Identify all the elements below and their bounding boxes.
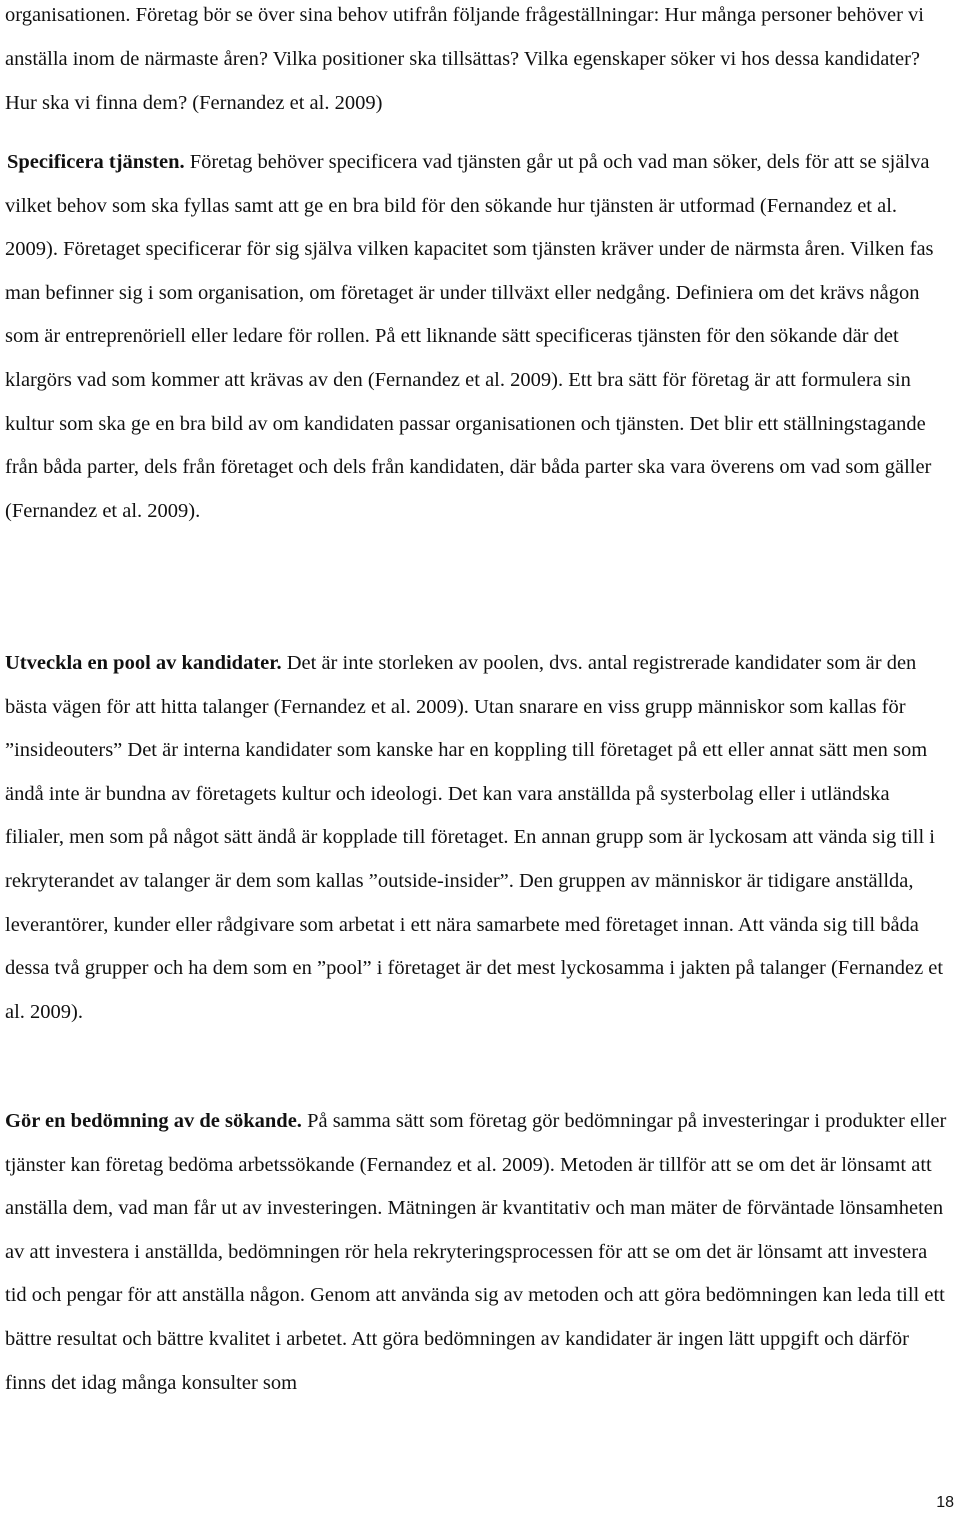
section-heading: Specificera tjänsten. (7, 151, 185, 173)
section-specificera-tjansten (5, 141, 953, 533)
section-gor-bedomning (5, 1100, 953, 1405)
section-heading: Gör en bedömning av de sökande. (5, 1110, 302, 1132)
section-body: Det är inte storleken av poolen, dvs. antal registrerade kandidater som är den bästa vägen för att hitta talanger (Fernandez et al. 2009). Utan snarare en viss grupp människor som kallas för ”insideouters” Det är interna kandidater som kanske har en koppling till företaget på ett eller annat sätt men som ändå inte är bundna av företagets kultur och ideologi. Det kan vara anställda på systerbolag eller i utländska filialer, men som på något sätt ändå är kopplade till företaget. En annan grupp som är lyckosam att vända sig till i rekryterandet av talanger är dem som kallas ”outside-insider”. Den gruppen av människor är tidigare anställda, leverantörer, kunder eller rådgivare som arbetat i ett nära samarbete med företaget innan. Att vända sig till båda dessa två grupper och ha dem som en ”pool” i företaget är det mest lyckosamma i jakten på talanger (Fernandez et al. 2009). (5, 652, 944, 1023)
section-heading: Utveckla en pool av kandidater. (5, 652, 282, 674)
intro-paragraph: organisationen. Företag bör se över sina behov utifrån följande frågeställningar: Hur många personer behöver vi anställa inom de närmaste åren? Vilka positioner ska tillsättas? Vilka egenskaper söker vi hos dessa kandidater? Hur ska vi finna dem? (Fernandez et al. 2009) (5, 4, 924, 114)
section-body: På samma sätt som företag gör bedömningar på investeringar i produkter eller tjänster kan företag bedöma arbetssökande (Fernandez et al. 2009). Metoden är tillför att se om det är lönsamt att anställa dem, vad man får ut av investeringen. Mätningen är kvantitativ och man mäter de förväntade lönsamheten av att investera i anställda, bedömningen rör hela rekryteringsprocessen för att se om det är lönsamt att investera tid och pengar för att anställa någon. Genom att använda sig av metoden och att göra bedömningen kan leda till ett bättre resultat och bättre kvalitet i arbetet. Att göra bedömningen av kandidater är ingen lätt uppgift och därför finns det idag många konsulter som (5, 1110, 947, 1394)
section-utveckla-pool (5, 642, 953, 1034)
page-number: 18 (936, 1494, 954, 1511)
section-body: Företag behöver specificera vad tjänsten går ut på och vad man söker, dels för att se själva vilket behov som ska fyllas samt att ge en bra bild för den sökande hur tjänsten är utformad (Fernandez et al. 2009). Företaget specificerar för sig själva vilken kapacitet som tjänsten kräver under de närmsta åren. Vilken fas man befinner sig i som organisation, om företaget är under tillväxt eller nedgång. Definiera om det krävs någon som är entreprenöriell eller ledare för rollen. På ett liknande sätt specificeras tjänsten för den sökande där det klargörs vad som kommer att krävas av den (Fernandez et al. 2009). Ett bra sätt för företag är att formulera sin kultur som ska ge en bra bild av om kandidaten passar organisationen och tjänsten. Det blir ett ställningstagande från båda parter, dels från företaget och dels från kandidaten, där båda parter ska vara överens om vad som gäller (Fernandez et al. 2009). (5, 151, 934, 522)
